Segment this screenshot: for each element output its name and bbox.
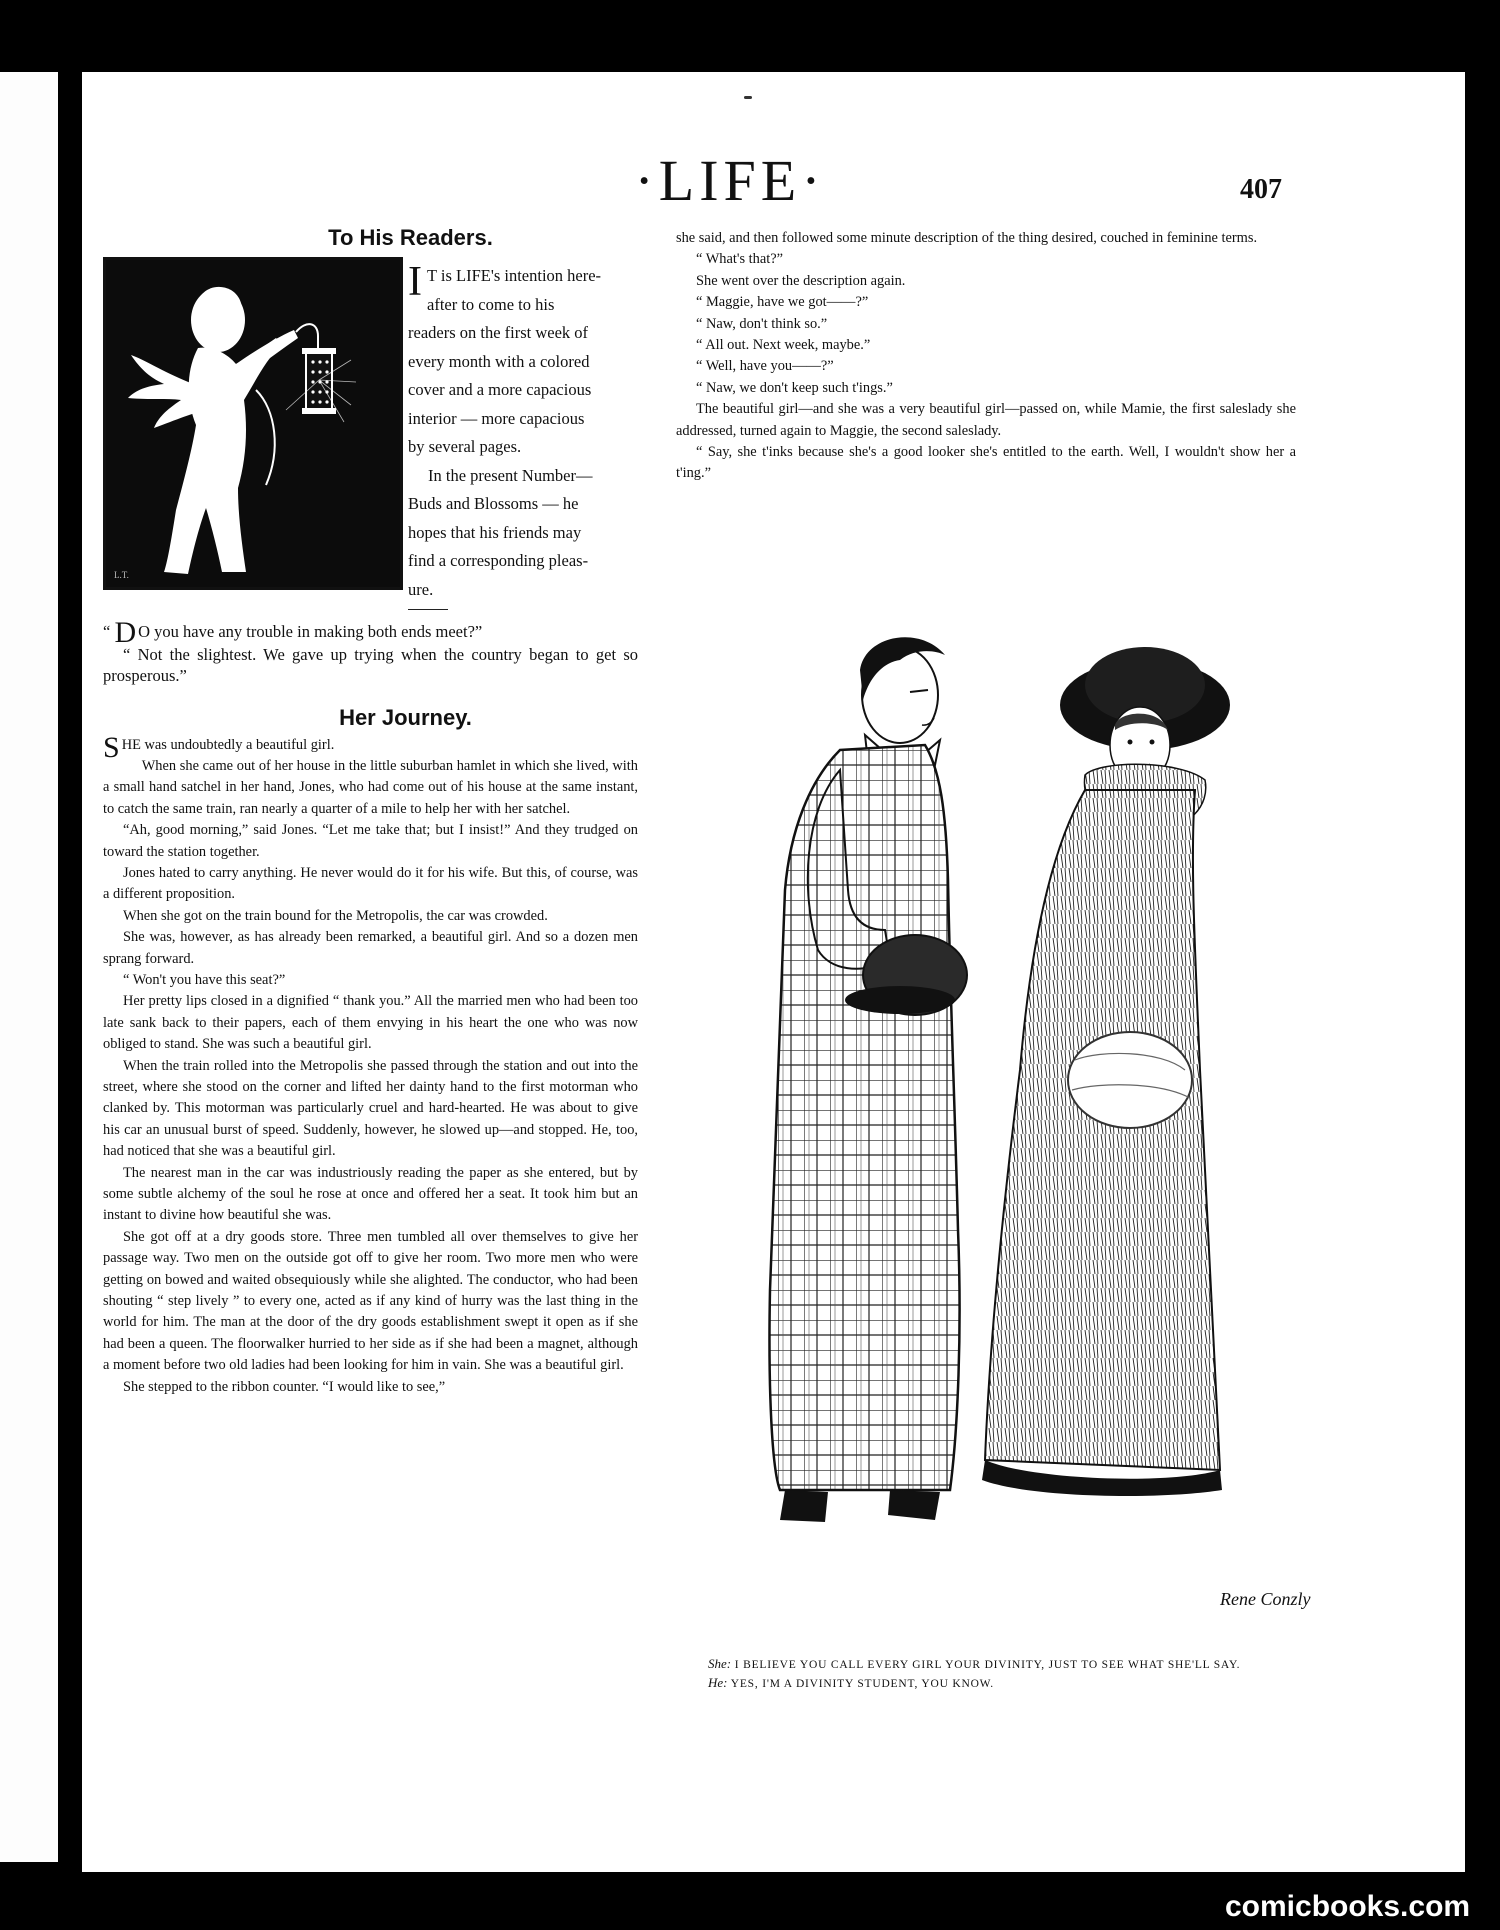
readers-line: interior — more capacious [408, 408, 585, 428]
site-watermark: comicbooks.com [1225, 1890, 1471, 1923]
journey-continued-paragraph: She went over the description again. [696, 272, 906, 289]
cartoon-signature: Rene Conzly [1220, 1589, 1311, 1609]
cartoon-illustration [700, 630, 1311, 1630]
readers-line: every month with a colored [408, 351, 590, 371]
caption-he-speaker: He: [708, 1675, 728, 1690]
journey-first-line: HE was undoubtedly a beautiful girl. [121, 736, 335, 753]
readers-heading: To His Readers. [328, 225, 493, 250]
open-quote: “ [103, 622, 111, 641]
readers-text [408, 259, 653, 604]
journey-continued-lead: she said, and then followed some minute description of the thing desired, couched in feminine terms. [676, 230, 1258, 246]
facing-page-edge [0, 72, 58, 1862]
journey-paragraph: When she came out of her house in the little suburban hamlet in which she lived, with a small hand satchel in her hand, Jones, who had come out of his house at the same instant, to catch the same train, ran nearly a quarter of a mile to help her with her satchel. [103, 757, 638, 817]
journey-continued-paragraph: “ Well, have you——?” [696, 358, 834, 375]
readers-line: by several pages. [408, 437, 522, 456]
journey-paragraph: Her pretty lips closed in a dignified “ thank you.” All the married men who had been too late sank back to their papers, each of them envying in his heart the one who was now obliged to stand. She was such a beautiful girl. [103, 993, 638, 1053]
journey-paragraph: “Ah, good morning,” said Jones. “Let me take that; but I insist!” And they trudged on toward the station together. [103, 822, 638, 860]
cupid-silhouette-icon [106, 260, 400, 587]
journey-continued-paragraph: “ Naw, don't think so.” [696, 315, 828, 332]
dialogue-joke [103, 616, 638, 687]
page-number: 407 [1240, 174, 1282, 205]
dialogue-line-2: “ Not the slightest. We gave up trying when the country began to get so prosperous.” [103, 644, 638, 685]
readers-line: find a corresponding pleas- [408, 551, 589, 570]
illustration-signature: L.T. [114, 570, 129, 580]
dropcap-i: I [408, 259, 422, 305]
caption-she-text: I BELIEVE YOU CALL EVERY GIRL YOUR DIVINITY, JUST TO SEE WHAT SHE'LL SAY. [734, 1659, 1241, 1671]
right-column [676, 228, 1296, 485]
readers-line: In the present Number— [428, 465, 593, 485]
cupid-illustration [103, 257, 403, 590]
journey-story [103, 730, 638, 1399]
dropcap-d: D [114, 616, 137, 649]
readers-line: cover and a more capacious [408, 380, 592, 399]
dialogue-line-1: O you have any trouble in making both ends meet?” [138, 622, 483, 641]
couple-drawing-icon [700, 630, 1311, 1630]
journey-continued-paragraph: “ All out. Next week, maybe.” [696, 337, 871, 354]
journey-paragraph: She got off at a dry goods store. Three men tumbled all over themselves to give her passage way. Two men on the outside got off to give her room. Two more men who were getting on bowed and waited obsequiously while she alighted. The conductor, who had been shouting “ step lively ” to every one, acted as if any kind of hurry was the last thing in the world for him. The man at the door of the dry goods establishment swept it open as if she had been a queen. The floorwalker hurried to her side as if she had been a magnet, although a moment before two old ladies had been looking for him in vain. She was a beautiful girl. [103, 1228, 638, 1374]
section-rule [408, 609, 448, 610]
journey-continued-paragraph: “ Maggie, have we got——?” [696, 294, 869, 311]
journey-paragraph: She stepped to the ribbon counter. “I would like to see,” [123, 1378, 446, 1395]
journey-continued-paragraph: “ Say, she t'inks because she's a good looker she's entitled to the earth. Well, I wouldn't show her a t'ing.” [676, 444, 1296, 482]
caption-he-text: YES, I'M A DIVINITY STUDENT, YOU KNOW. [730, 1678, 994, 1690]
readers-line: hopes that his friends may [408, 522, 582, 542]
left-column [103, 225, 638, 1398]
journey-paragraph: When she got on the train bound for the Metropolis, the car was crowded. [123, 907, 548, 924]
cartoon-caption [708, 1655, 1298, 1693]
journey-continued-paragraph: “ Naw, we don't keep such t'ings.” [696, 379, 893, 396]
journey-heading: Her Journey. [339, 704, 472, 730]
journey-continued-paragraph: “ What's that?” [696, 251, 784, 268]
print-speck [744, 96, 752, 99]
journey-paragraph: She was, however, as has already been remarked, a beautiful girl. And so a dozen men sprang forward. [103, 929, 638, 967]
journey-continued-paragraph: The beautiful girl—and she was a very beautiful girl—passed on, while Mamie, the first saleslady she addressed, turned again to Maggie, the second saleslady. [676, 401, 1296, 439]
readers-block [103, 257, 638, 617]
journey-paragraph: Jones hated to carry anything. He never would do it for his wife. But this, of course, was a different proposition. [103, 864, 638, 903]
readers-line: Buds and Blossoms — he [408, 494, 579, 513]
readers-line: readers on the first week of [408, 323, 589, 342]
dropcap-s: S [103, 730, 120, 764]
journey-paragraph: The nearest man in the car was industriously reading the paper as she entered, but by some subtle alchemy of the soul he rose at once and offered her a seat. It took him but an instant to divine how beautiful she was. [103, 1164, 638, 1224]
caption-she-speaker: She: [708, 1656, 732, 1671]
masthead-title: ·LIFE· [634, 148, 826, 213]
readers-line: ure. [408, 579, 434, 599]
readers-line: T is LIFE's intention here- [427, 266, 602, 285]
journey-paragraph: When the train rolled into the Metropolis she passed through the station and out into the street, where she stood on the corner and lifted her dainty hand to the first motorman who clanked by. This motorman was particularly cruel and hard-hearted. He was about to give his car an unusual burst of speed. Suddenly, however, he slowed up—and stopped. He, too, had noticed that she was a beautiful girl. [103, 1057, 638, 1160]
journey-paragraph: “ Won't you have this seat?” [123, 971, 286, 988]
readers-line: after to come to his [427, 294, 555, 314]
